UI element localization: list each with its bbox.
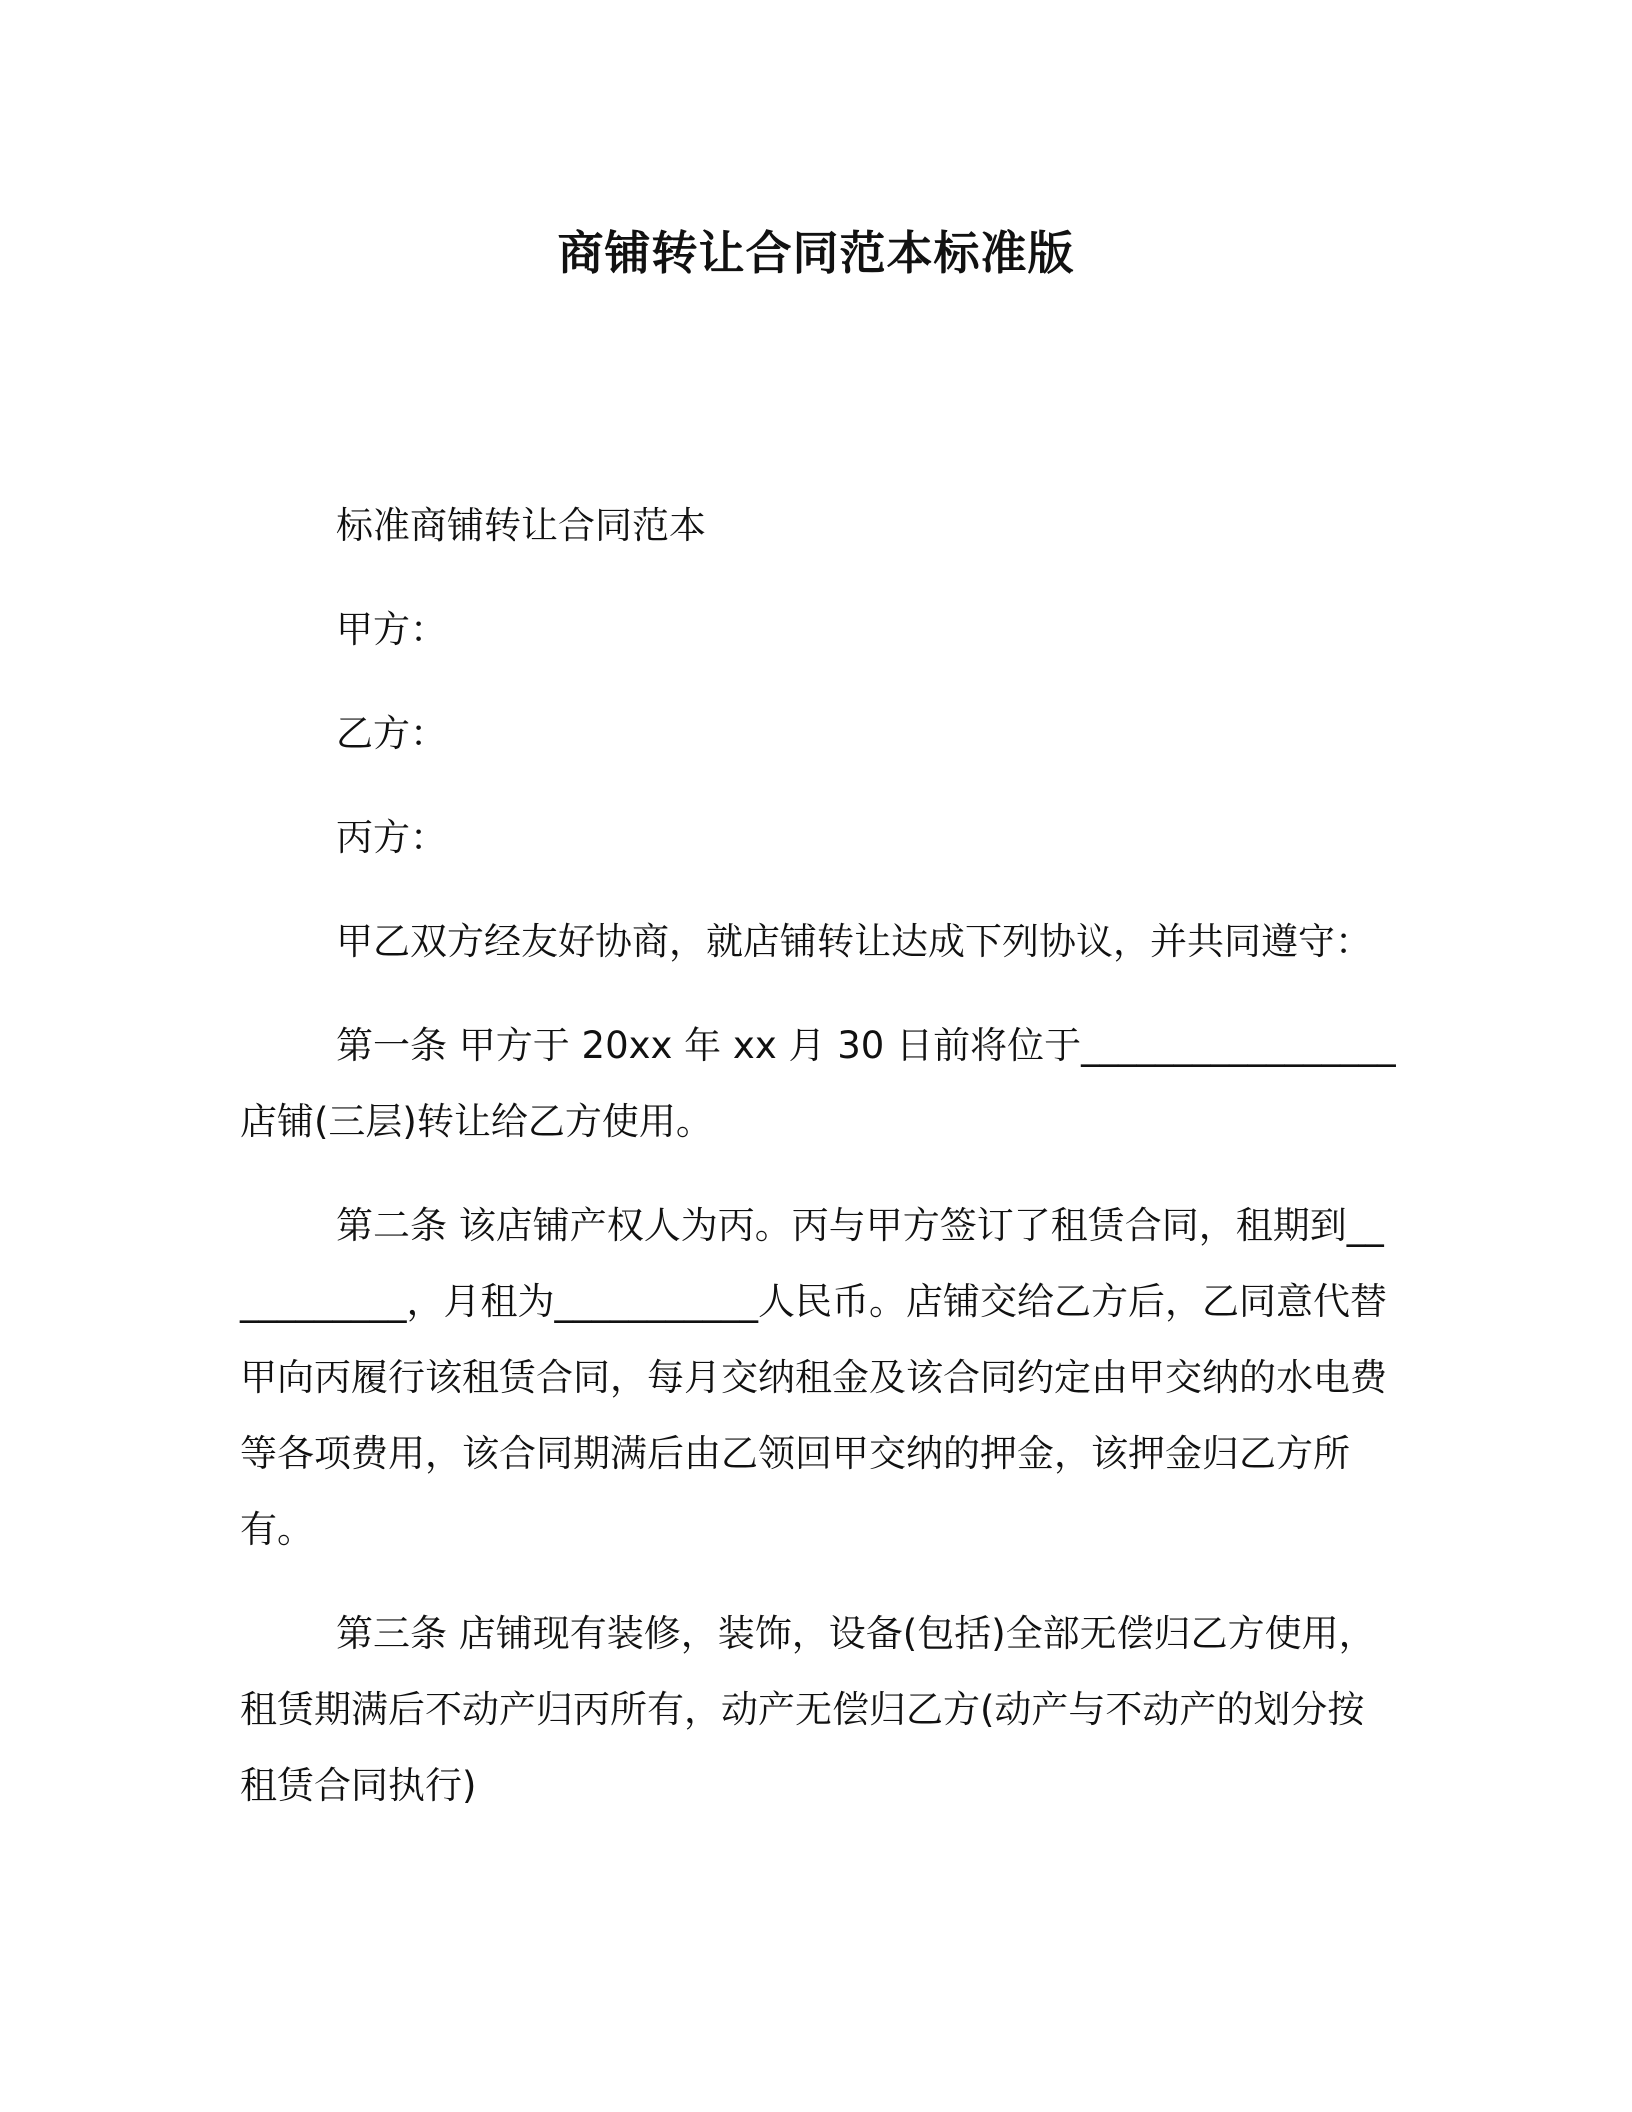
- party-b-label: 乙方：: [336, 712, 447, 755]
- party-c-label: 丙方：: [336, 816, 447, 859]
- document-title: 商铺转让合同范本标准版: [557, 226, 1075, 280]
- article-1-paragraph: 第一条 甲方于 20xx 年 xx 月 30 日前将位于_________________店铺(三层)转让给乙方使用。: [240, 1024, 1396, 1143]
- article-2-paragraph: 第二条 该店铺产权人为丙。丙与甲方签订了租赁合同，租期到___________，月租为___________人民币。店铺交给乙方后，乙同意代替甲向丙履行该租赁合同，每月交纳租金及该合同约定由甲交纳的水电费等各项费用，该合同期满后由乙领回甲交纳的押金，该押金归乙方所有。: [240, 1204, 1387, 1551]
- intro-paragraph: 甲乙双方经友好协商，就店铺转让达成下列协议，并共同遵守：: [336, 920, 1372, 963]
- document-subtitle: 标准商铺转让合同范本: [336, 504, 706, 547]
- party-a-label: 甲方：: [336, 608, 447, 651]
- document-body: [240, 488, 1400, 1852]
- article-3-paragraph: 第三条 店铺现有装修，装饰，设备(包括)全部无偿归乙方使用，租赁期满后不动产归丙所有，动产无偿归乙方(动产与不动产的划分按租赁合同执行): [240, 1612, 1376, 1807]
